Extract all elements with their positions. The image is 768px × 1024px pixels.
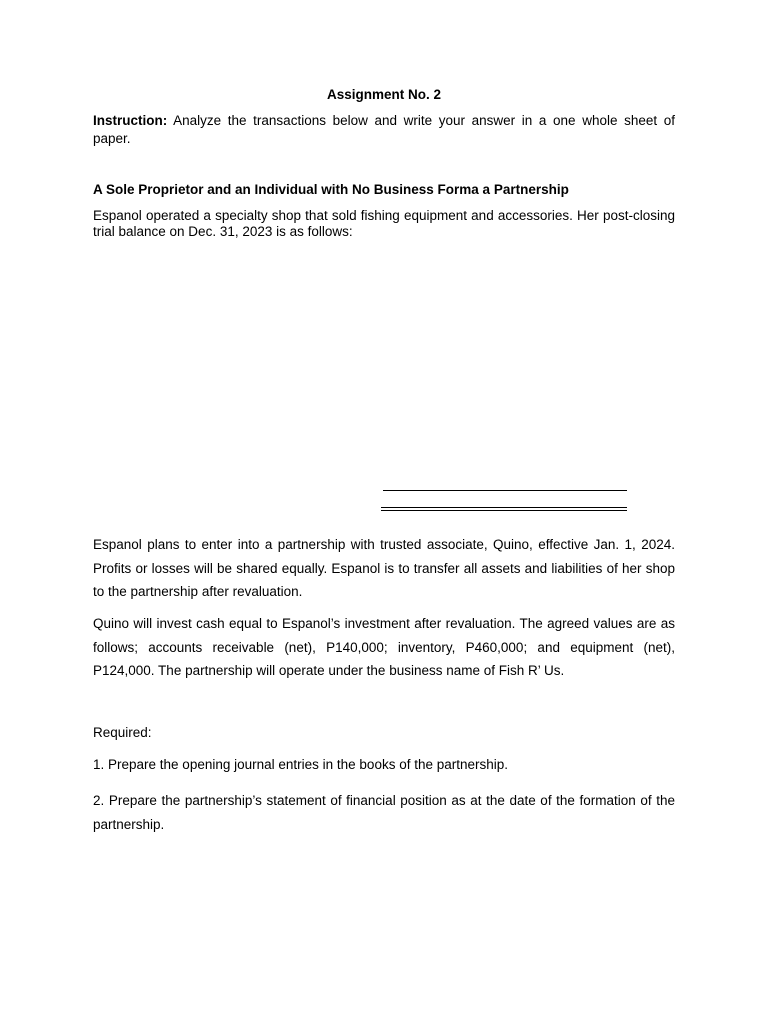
instruction-label: Instruction: — [93, 113, 168, 128]
total-double-underline-top — [381, 507, 627, 508]
section-heading: A Sole Proprietor and an Individual with No Business Forma a Partnership — [93, 182, 569, 197]
requirement-item-1: 1. Prepare the opening journal entries in the books of the partnership. — [93, 757, 509, 772]
assignment-title: Assignment No. 2 — [326, 87, 442, 102]
required-label: Required: — [93, 725, 152, 740]
instruction-text: Analyze the transactions below and write your answer in a one whole sheet of paper. — [93, 113, 675, 146]
total-underline — [383, 490, 627, 491]
intro-paragraph: Espanol operated a specialty shop that sold fishing equipment and accessories. Her post-closing trial balance on Dec. 31, 2023 is as follows: — [93, 208, 675, 239]
total-double-underline-bottom — [381, 510, 627, 511]
investment-paragraph: Quino will invest cash equal to Espanol’s investment after revaluation. The agreed values are as follows; accounts receivable (net), P140,000; inventory, P460,000; and equipment (net), P124,000. The partnership will operate under the business name of Fish R’ Us. — [93, 616, 675, 678]
instruction-paragraph — [93, 112, 675, 147]
requirement-item-2: 2. Prepare the partnership’s statement of financial position as at the date of the formation of the partnership. — [93, 793, 675, 832]
partnership-paragraph: Espanol plans to enter into a partnership with trusted associate, Quino, effective Jan. 1, 2024. Profits or losses will be shared equally. Espanol is to transfer all assets and liabilities of her shop to the partnership after revaluation. — [93, 537, 675, 599]
